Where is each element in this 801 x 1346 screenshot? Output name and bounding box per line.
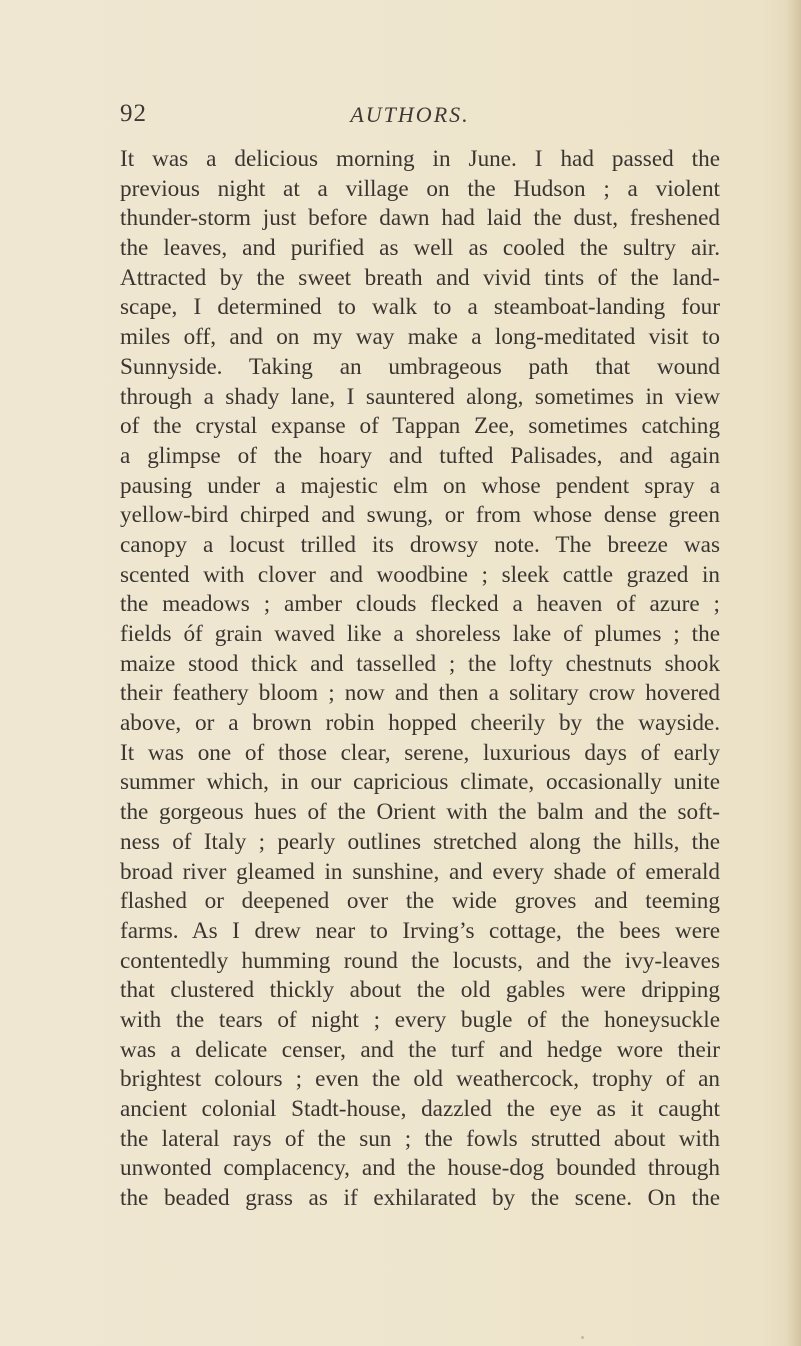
text-line: pausing under a majestic elm on whose pendent spray a xyxy=(120,472,720,499)
text-line: that clustered thickly about the old gables were dripping xyxy=(120,977,720,1004)
text-line: the lateral rays of the sun ; the fowls strutted about with xyxy=(120,1125,720,1152)
text-line: contentedly humming round the locusts, and the ivy-leaves xyxy=(120,947,720,974)
text-line: their feathery bloom ; now and then a solitary crow hovered xyxy=(120,680,720,707)
text-line: previous night at a village on the Hudson ; a violent xyxy=(120,175,720,202)
text-line: the gorgeous hues of the Orient with the balm and the soft- xyxy=(120,799,720,826)
text-line: canopy a locust trilled its drowsy note. The breeze was xyxy=(120,531,720,558)
text-line: farms. As I drew near to Irving’s cottage, the bees were xyxy=(120,917,720,944)
text-line: broad river gleamed in sunshine, and every shade of emerald xyxy=(120,858,720,885)
text-line: through a shady lane, I sauntered along, sometimes in view xyxy=(120,383,720,410)
text-line: ancient colonial Stadt-house, dazzled the eye as it caught xyxy=(120,1096,720,1122)
body-text xyxy=(120,145,720,1214)
text-line: the beaded grass as if exhilarated by the scene. On the xyxy=(120,1185,720,1212)
text-line: miles off, and on my way make a long-meditated visit to xyxy=(120,324,720,351)
text-line: unwonted complacency, and the house-dog bounded through xyxy=(120,1155,720,1182)
text-line: was a delicate censer, and the turf and hedge wore their xyxy=(120,1036,720,1063)
text-line: with the tears of night ; every bugle of the honeysuckle xyxy=(120,1006,720,1033)
text-line: scape, I determined to walk to a steamboat-landing four xyxy=(120,294,720,321)
text-line: the meadows ; amber clouds flecked a heaven of azure ; xyxy=(120,591,720,618)
page-edge-shadow xyxy=(787,0,801,1346)
text-line: of the crystal expanse of Tappan Zee, sometimes catching xyxy=(120,413,720,440)
text-line: Attracted by the sweet breath and vivid tints of the land- xyxy=(120,264,720,291)
page-number: 92 xyxy=(120,100,147,127)
running-head: AUTHORS. xyxy=(350,102,470,127)
text-line: the leaves, and purified as well as cooled the sultry air. xyxy=(120,235,720,262)
text-line: a glimpse of the hoary and tufted Palisades, and again xyxy=(120,442,720,469)
text-line: fields óf grain waved like a shoreless lake of plumes ; the xyxy=(120,621,720,647)
text-line: ness of Italy ; pearly outlines stretched along the hills, the xyxy=(120,828,720,855)
text-line: above, or a brown robin hopped cheerily by the wayside. xyxy=(120,710,720,737)
text-line: thunder-storm just before dawn had laid the dust, freshened xyxy=(120,205,720,232)
text-line: maize stood thick and tasselled ; the lofty chestnuts shook xyxy=(120,650,720,677)
paper-speck xyxy=(581,1336,584,1339)
text-line: It was one of those clear, serene, luxurious days of early xyxy=(120,739,720,766)
text-line: summer which, in our capricious climate, occasionally unite xyxy=(120,769,720,796)
text-line: yellow-bird chirped and swung, or from whose dense green xyxy=(120,502,720,529)
text-line: flashed or deepened over the wide groves and teeming xyxy=(120,888,720,915)
page-header xyxy=(120,100,700,136)
text-line: Sunnyside. Taking an umbrageous path that wound xyxy=(120,353,720,380)
text-line: brightest colours ; even the old weathercock, trophy of an xyxy=(120,1066,720,1093)
text-line: scented with clover and woodbine ; sleek cattle grazed in xyxy=(120,561,720,588)
text-line: It was a delicious morning in June. I had passed the xyxy=(120,146,720,172)
